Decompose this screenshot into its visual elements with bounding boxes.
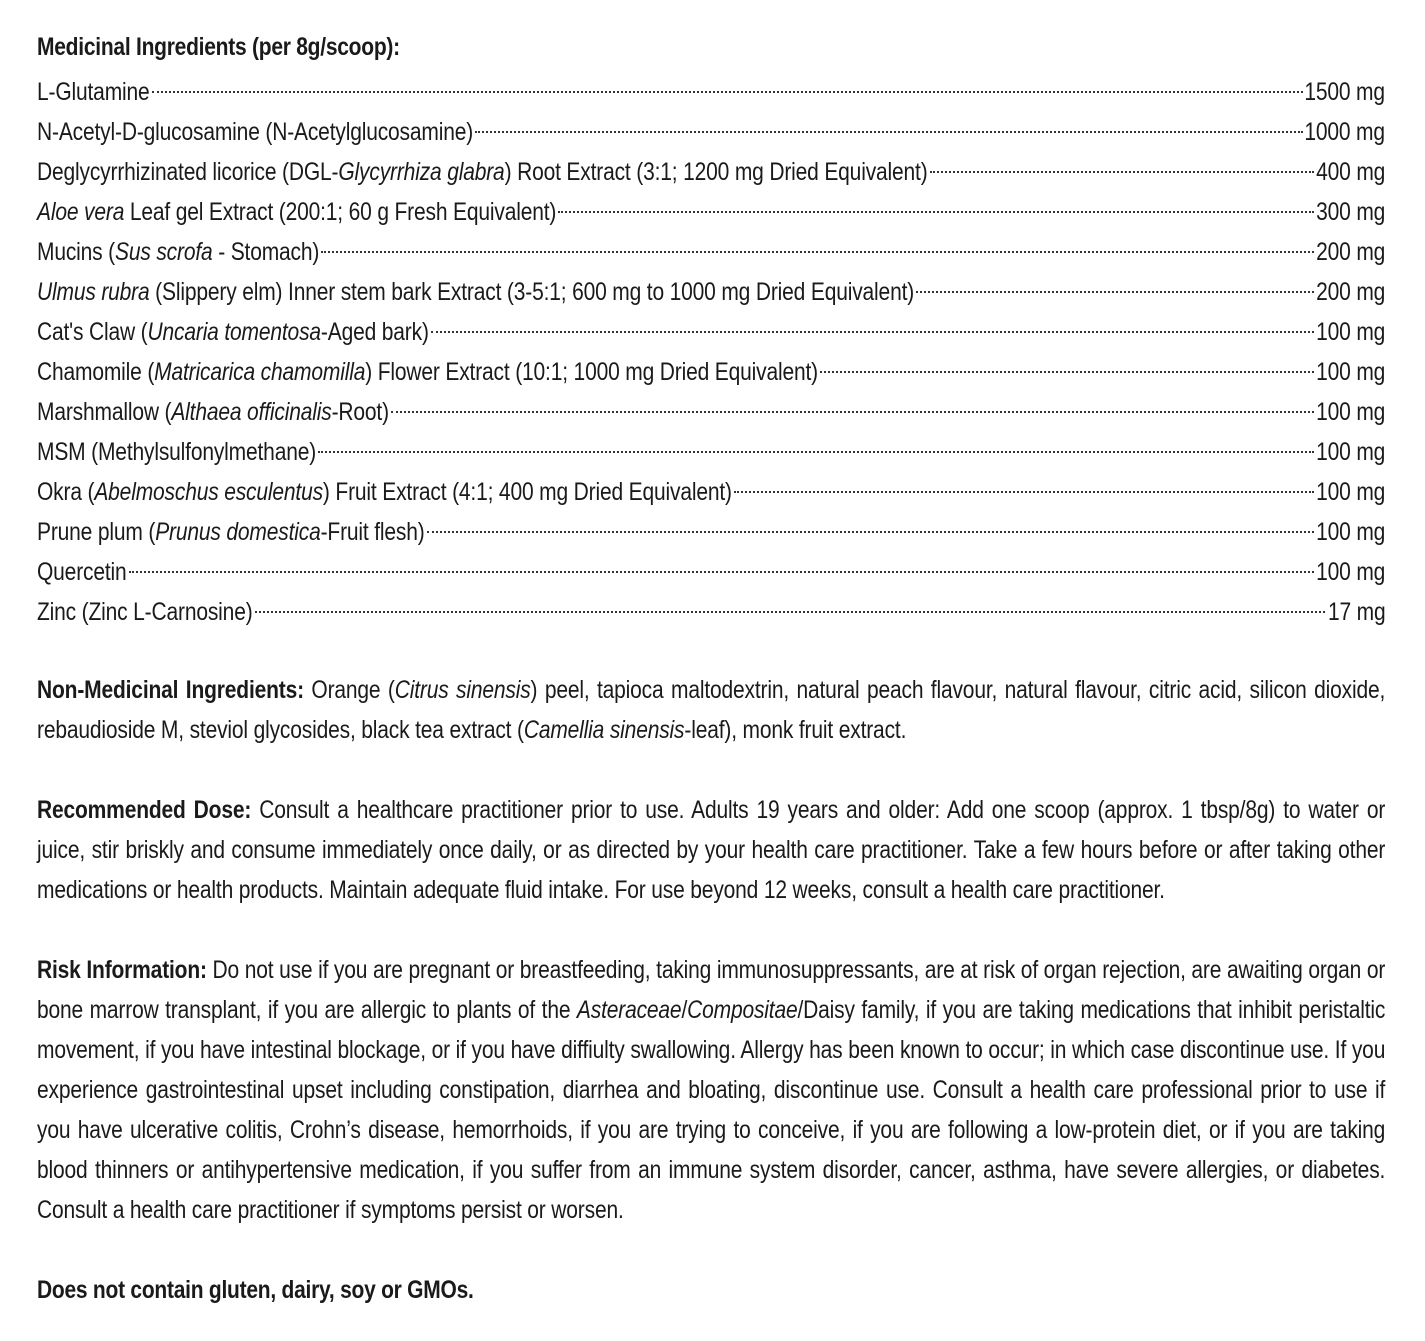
ingredient-amount: 300 mg: [1315, 198, 1385, 226]
risk-information-text: [37, 950, 1385, 1230]
latin-name: Sus scrofa: [115, 238, 213, 266]
ingredient-amount: 100 mg: [1315, 358, 1385, 386]
ingredient-amount: 200 mg: [1315, 238, 1385, 266]
ingredient-name: Chamomile (Matricarica chamomilla) Flower Extract (10:1; 1000 mg Dried Equivalent): [37, 358, 819, 386]
ingredient-name: Marshmallow (Althaea officinalis-Root): [37, 398, 389, 426]
ingredient-row: [37, 392, 1385, 432]
dot-leader: [734, 491, 1314, 493]
ingredient-name: Okra (Abelmoschus esculentus) Fruit Extract (4:1; 400 mg Dried Equivalent): [37, 478, 732, 506]
ingredient-amount: 100 mg: [1315, 518, 1385, 546]
dot-leader: [820, 371, 1314, 373]
dot-leader: [318, 451, 1314, 453]
latin-name: Althaea officinalis: [171, 398, 332, 426]
ingredient-name: L-Glutamine: [37, 78, 150, 106]
latin-name: Aloe vera: [37, 198, 125, 226]
recommended-dose-label: Recommended Dose:: [37, 796, 252, 824]
dot-leader: [427, 531, 1314, 533]
ingredient-row: [37, 112, 1385, 152]
latin-name: Abelmoschus esculentus: [94, 478, 323, 506]
ingredient-name: Quercetin: [37, 558, 127, 586]
ingredient-amount: 100 mg: [1315, 438, 1385, 466]
ingredient-name: MSM (Methylsulfonylmethane): [37, 438, 317, 466]
dot-leader: [431, 331, 1314, 333]
dot-leader: [916, 291, 1314, 293]
ingredient-name: Mucins (Sus scrofa - Stomach): [37, 238, 320, 266]
allergen-statement: Does not contain gluten, dairy, soy or GMOs.: [37, 1276, 474, 1304]
ingredient-name: Aloe vera Leaf gel Extract (200:1; 60 g Fresh Equivalent): [37, 198, 557, 226]
ingredient-amount: 100 mg: [1315, 398, 1385, 426]
latin-name: Prunus domestica: [155, 518, 321, 546]
recommended-dose-text: [37, 790, 1385, 910]
ingredient-row: [37, 432, 1385, 472]
ingredient-name: N-Acetyl-D-glucosamine (N-Acetylglucosamine): [37, 118, 474, 146]
risk-information-section: [37, 950, 1385, 1230]
latin-name: Asteraceae: [576, 996, 682, 1024]
ingredient-name: Cat's Claw (Uncaria tomentosa-Aged bark): [37, 318, 429, 346]
ingredient-amount: 100 mg: [1315, 478, 1385, 506]
dot-leader: [255, 611, 1325, 613]
ingredient-name: Zinc (Zinc L-Carnosine): [37, 598, 253, 626]
ingredient-amount: 1500 mg: [1304, 78, 1385, 106]
product-label: [37, 0, 1385, 1341]
ingredient-row: [37, 152, 1385, 192]
non-medicinal-text: [37, 670, 1385, 750]
ingredient-name: Deglycyrrhizinated licorice (DGL-Glycyrrhiza glabra) Root Extract (3:1; 1200 mg Dried Equivalent): [37, 158, 928, 186]
ingredient-name: Ulmus rubra (Slippery elm) Inner stem bark Extract (3-5:1; 600 mg to 1000 mg Dried Equivalent): [37, 278, 915, 306]
ingredient-row: [37, 592, 1385, 632]
ingredient-amount: 400 mg: [1315, 158, 1385, 186]
latin-name: Matricarica chamomilla: [154, 358, 366, 386]
latin-name: Ulmus rubra: [37, 278, 150, 306]
dot-leader: [391, 411, 1314, 413]
latin-name: Compositae: [687, 996, 798, 1024]
ingredient-row: [37, 272, 1385, 312]
risk-information-label: Risk Information:: [37, 956, 207, 984]
ingredient-amount: 100 mg: [1315, 558, 1385, 586]
dot-leader: [321, 251, 1314, 253]
non-medicinal-section: [37, 670, 1385, 750]
ingredient-row: [37, 552, 1385, 592]
non-medicinal-body: Orange (Citrus sinensis) peel, tapioca maltodextrin, natural peach flavour, natural flavour, citric acid, silicon dioxide, rebaudioside M, steviol glycosides, black tea extract (Camellia sinensis-leaf), monk fruit extract.: [37, 676, 1386, 744]
dot-leader: [475, 131, 1302, 133]
ingredient-amount: 17 mg: [1327, 598, 1385, 626]
dot-leader: [152, 91, 1303, 93]
latin-name: Citrus sinensis: [394, 676, 531, 704]
dot-leader: [129, 571, 1314, 573]
recommended-dose-section: [37, 790, 1385, 910]
ingredient-row: [37, 352, 1385, 392]
ingredient-row: [37, 232, 1385, 272]
latin-name: Camellia sinensis: [523, 716, 685, 744]
ingredient-row: [37, 72, 1385, 112]
dot-leader: [930, 171, 1314, 173]
ingredient-amount: 100 mg: [1315, 318, 1385, 346]
ingredient-row: [37, 472, 1385, 512]
non-medicinal-label: Non-Medicinal Ingredients:: [37, 676, 304, 704]
ingredient-row: [37, 312, 1385, 352]
latin-name: Uncaria tomentosa: [147, 318, 321, 346]
ingredient-name: Prune plum (Prunus domestica-Fruit flesh): [37, 518, 425, 546]
ingredient-row: [37, 512, 1385, 552]
recommended-dose-body: Consult a healthcare practitioner prior to use. Adults 19 years and older: Add one scoop (approx. 1 tbsp/8g) to water or juice, stir briskly and consume immediately once daily, or as directed by your health care practitioner. Take a few hours before or after taking other medications or health products. Maintain adequate fluid intake. For use beyond 12 weeks, consult a health care practitioner.: [37, 796, 1386, 904]
latin-name: Glycyrrhiza glabra: [338, 158, 505, 186]
medicinal-heading: Medicinal Ingredients (per 8g/scoop):: [37, 33, 400, 61]
ingredient-amount: 200 mg: [1315, 278, 1385, 306]
ingredient-row: [37, 192, 1385, 232]
dot-leader: [558, 211, 1314, 213]
ingredient-amount: 1000 mg: [1304, 118, 1385, 146]
risk-information-body: Do not use if you are pregnant or breastfeeding, taking immunosuppressants, are at risk of organ rejection, are awaiting organ or bone marrow transplant, if you are allergic to plants of the Asteraceae/Compositae/Daisy family, if you are taking medications that inhibit peristaltic movement, if you have intestinal blockage, or if you have diffiulty swallowing. Allergy has been known to occur; in which case discontinue use. If you experience gastrointestinal upset including constipation, diarrhea and bloating, discontinue use. Consult a health care professional prior to use if you have ulcerative colitis, Crohn’s disease, hemorrhoids, if you are trying to conceive, if you are following a low-protein diet, or if you are taking blood thinners or antihypertensive medication, if you suffer from an immune system disorder, cancer, asthma, have severe allergies, or diabetes. Consult a health care practitioner if symptoms persist or worsen.: [37, 956, 1386, 1224]
medicinal-ingredients-list: [37, 72, 1385, 632]
